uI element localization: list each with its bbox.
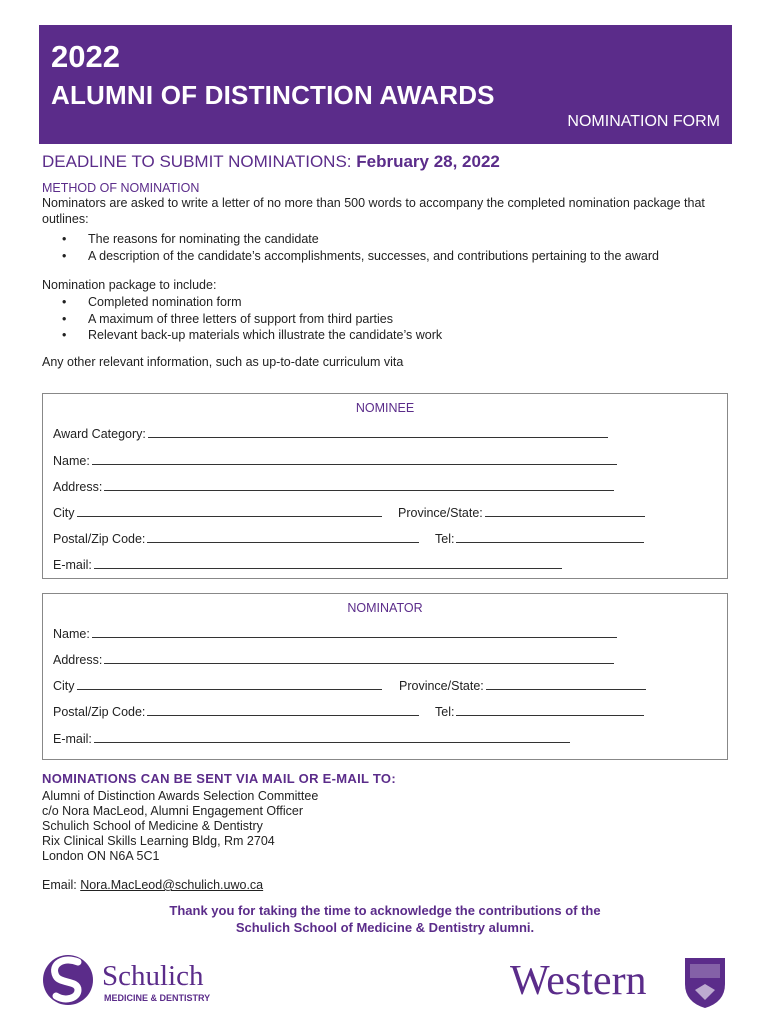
award-category-field[interactable]: Award Category: <box>53 427 608 441</box>
thanks-line-2: Schulich School of Medicine & Dentistry alumni. <box>235 920 535 935</box>
nominee-address-field[interactable]: Address: <box>53 480 614 494</box>
send-heading: NOMINATIONS CAN BE SENT VIA MAIL OR E-MAIL TO: <box>42 771 396 786</box>
address-line: Alumni of Distinction Awards Selection Committee <box>42 789 319 803</box>
email-link[interactable]: Nora.MacLeod@schulich.uwo.ca <box>80 878 264 892</box>
mailing-address <box>42 789 318 864</box>
western-logo <box>510 950 730 1015</box>
email-label: Email: <box>42 878 81 892</box>
schulich-logo <box>42 950 222 1015</box>
nominee-city-field[interactable]: City <box>53 506 382 520</box>
deadline-label: DEADLINE TO SUBMIT NOMINATIONS: <box>42 152 357 171</box>
nominee-title: NOMINEE <box>355 401 415 415</box>
nominee-tel-field[interactable]: Tel: <box>435 532 644 546</box>
list-item: • A description of the candidate’s accomplishments, successes, and contributions pertaining to the award <box>42 248 659 265</box>
nominator-address-field[interactable]: Address: <box>53 653 614 667</box>
nominee-name-field[interactable]: Name: <box>53 454 617 468</box>
deadline-date: February 28, 2022 <box>356 152 500 171</box>
nominator-city-field[interactable]: City <box>53 679 382 693</box>
reasons-list <box>42 231 659 264</box>
package-list <box>42 294 442 344</box>
schulich-name: Schulich <box>102 960 204 992</box>
header-title: ALUMNI OF DISTINCTION AWARDS <box>51 80 495 110</box>
header-banner <box>39 25 732 144</box>
address-line: c/o Nora MacLeod, Alumni Engagement Officer <box>42 804 304 818</box>
nominee-postal-field[interactable]: Postal/Zip Code: <box>53 532 419 546</box>
header-year: 2022 <box>51 39 120 74</box>
western-name: Western <box>510 958 647 1004</box>
nominee-province-field[interactable]: Province/State: <box>398 506 645 520</box>
nominator-title: NOMINATOR <box>347 601 423 615</box>
header-subtitle: NOMINATION FORM <box>567 113 720 130</box>
list-item: • Completed nomination form <box>42 294 442 311</box>
schulich-logo-mark <box>42 950 222 1010</box>
list-item: • Relevant back-up materials which illustrate the candidate’s work <box>42 327 442 344</box>
address-line: Rix Clinical Skills Learning Bldg, Rm 2704 <box>42 834 275 848</box>
contact-email <box>42 878 263 892</box>
list-item: • The reasons for nominating the candidate <box>42 231 659 248</box>
thanks-line-1: Thank you for taking the time to acknowledge the contributions of the <box>169 903 601 918</box>
nominator-postal-field[interactable]: Postal/Zip Code: <box>53 705 419 719</box>
package-label: Nomination package to include: <box>42 278 217 292</box>
method-intro: Nominators are asked to write a letter of no more than 500 words to accompany the completed nomination package that outlines: <box>42 196 705 226</box>
nominator-province-field[interactable]: Province/State: <box>399 679 646 693</box>
nominee-section <box>42 393 728 579</box>
western-logo-mark <box>510 950 730 1010</box>
schulich-subtitle: MEDICINE & DENTISTRY <box>104 993 211 1003</box>
nominator-tel-field[interactable]: Tel: <box>435 705 644 719</box>
other-info: Any other relevant information, such as up-to-date curriculum vita <box>42 355 404 369</box>
list-item: • A maximum of three letters of support from third parties <box>42 311 442 328</box>
nominator-section <box>42 593 728 760</box>
nominator-name-field[interactable]: Name: <box>53 627 617 641</box>
thank-you-note <box>0 902 770 936</box>
method-heading: METHOD OF NOMINATION <box>42 181 200 195</box>
address-line: London ON N6A 5C1 <box>42 849 160 863</box>
address-line: Schulich School of Medicine & Dentistry <box>42 819 263 833</box>
nominee-email-field[interactable]: E-mail: <box>53 558 562 572</box>
deadline <box>42 152 500 172</box>
nominator-email-field[interactable]: E-mail: <box>53 732 570 746</box>
